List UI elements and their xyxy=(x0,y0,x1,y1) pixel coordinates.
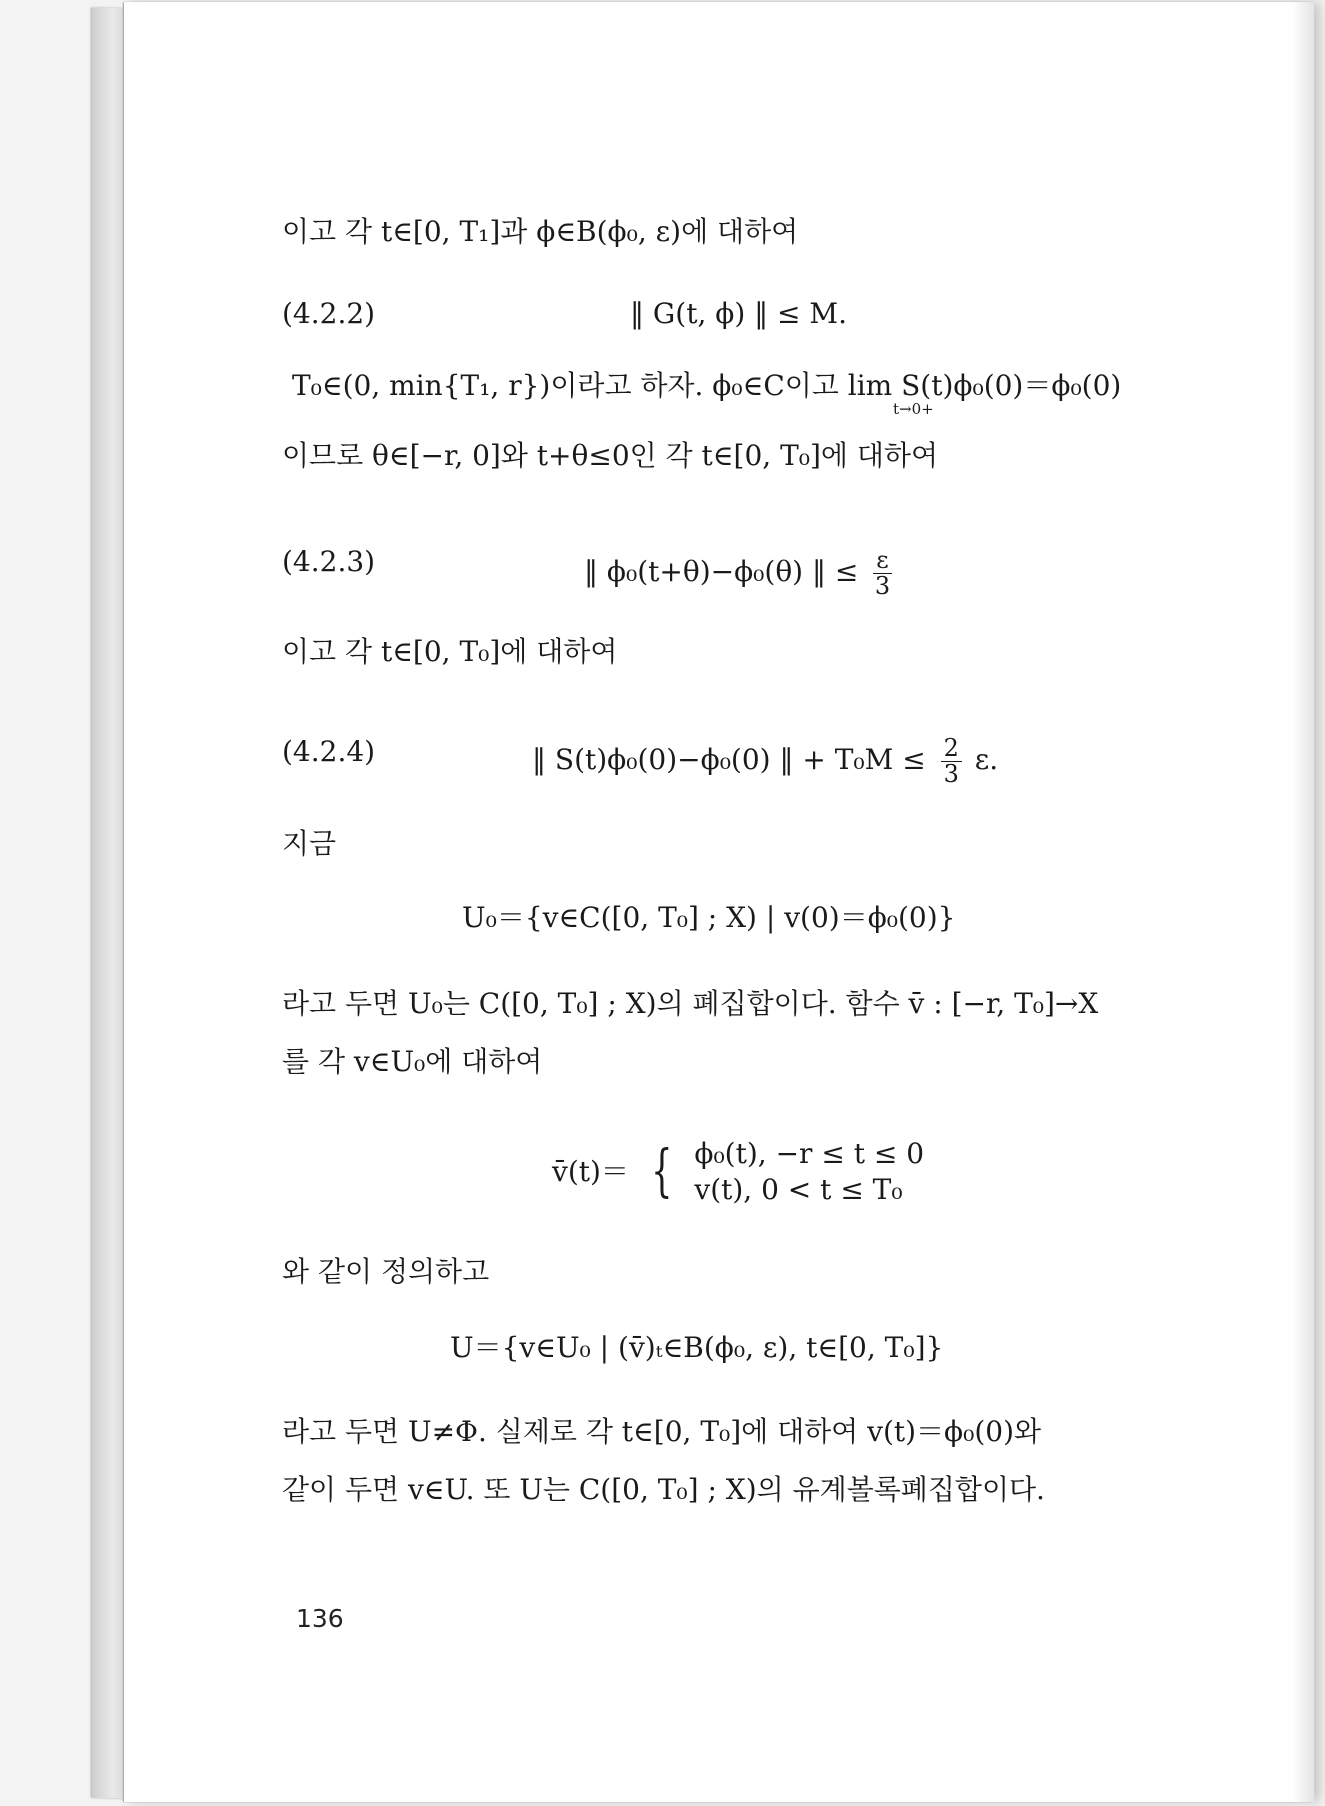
limit-subscript: t→0+ xyxy=(893,400,934,418)
text-line-4: 이고 각 t∈[0, T₀]에 대하여 xyxy=(282,635,618,668)
fraction-denominator: 3 xyxy=(874,572,891,601)
equation-4-2-3-body: ‖ ϕ₀(t+θ)−ϕ₀(θ) ‖ ≤ xyxy=(584,555,859,589)
piecewise-lhs: v̄(t)＝ xyxy=(552,1155,629,1189)
fraction xyxy=(873,548,891,599)
piecewise-cases xyxy=(694,1136,924,1209)
text-line-9: 라고 두면 U≠Φ. 실제로 각 t∈[0, T₀]에 대하여 v(t)＝ϕ₀(0)와 xyxy=(282,1415,1042,1448)
text-line-7: 를 각 v∈U₀에 대하여 xyxy=(282,1045,543,1078)
case-1: ϕ₀(t), −r ≤ t ≤ 0 xyxy=(694,1137,925,1170)
equation-4-2-3 xyxy=(584,548,892,599)
text-line-8: 와 같이 정의하고 xyxy=(282,1255,490,1288)
equation-label-4-2-2: (4.2.2) xyxy=(282,297,376,330)
text-line-1: 이고 각 t∈[0, T₁]과 ϕ∈B(ϕ₀, ε)에 대하여 xyxy=(282,215,799,248)
text-line-3: 이므로 θ∈[−r, 0]와 t+θ≤0인 각 t∈[0, T₀]에 대하여 xyxy=(282,439,938,472)
fraction xyxy=(941,736,962,787)
equation-4-2-4-tail: ε. xyxy=(974,743,999,777)
page-edge xyxy=(1292,2,1314,1802)
page-number: 136 xyxy=(296,1604,344,1633)
text-line-5: 지금 xyxy=(282,827,337,860)
equation-4-2-4-body: ‖ S(t)ϕ₀(0)−ϕ₀(0) ‖ + T₀M ≤ xyxy=(532,743,926,777)
set-u0-definition: U₀＝{v∈C([0, T₀] ; X) | v(0)＝ϕ₀(0)} xyxy=(462,901,956,934)
book-spine xyxy=(92,8,126,1799)
case-2: v(t), 0 < t ≤ T₀ xyxy=(694,1173,903,1207)
piecewise-definition xyxy=(552,1136,924,1209)
equation-4-2-4 xyxy=(532,736,998,787)
text-line-2: T₀∈(0, min{T₁, r})이라고 하자. ϕ₀∈C이고 lim S(t)ϕ₀(0)＝ϕ₀(0) xyxy=(292,369,1122,402)
equation-label-4-2-3: (4.2.3) xyxy=(282,545,376,578)
fraction-numerator: ε xyxy=(873,548,891,574)
text-line-10: 같이 두면 v∈U. 또 U는 C([0, T₀] ; X)의 유계볼록폐집합이다. xyxy=(282,1473,1045,1506)
fraction-denominator: 3 xyxy=(943,760,959,789)
fraction-numerator: 2 xyxy=(941,736,962,762)
left-brace: { xyxy=(650,1139,673,1205)
set-u-definition: U＝{v∈U₀ | (v̄)ₜ∈B(ϕ₀, ε), t∈[0, T₀]} xyxy=(450,1331,944,1364)
equation-4-2-2: ‖ G(t, ϕ) ‖ ≤ M. xyxy=(630,297,847,330)
equation-label-4-2-4: (4.2.4) xyxy=(282,735,376,768)
text-line-6: 라고 두면 U₀는 C([0, T₀] ; X)의 폐집합이다. 함수 v̄ : [−r, T₀]→X xyxy=(282,987,1099,1020)
